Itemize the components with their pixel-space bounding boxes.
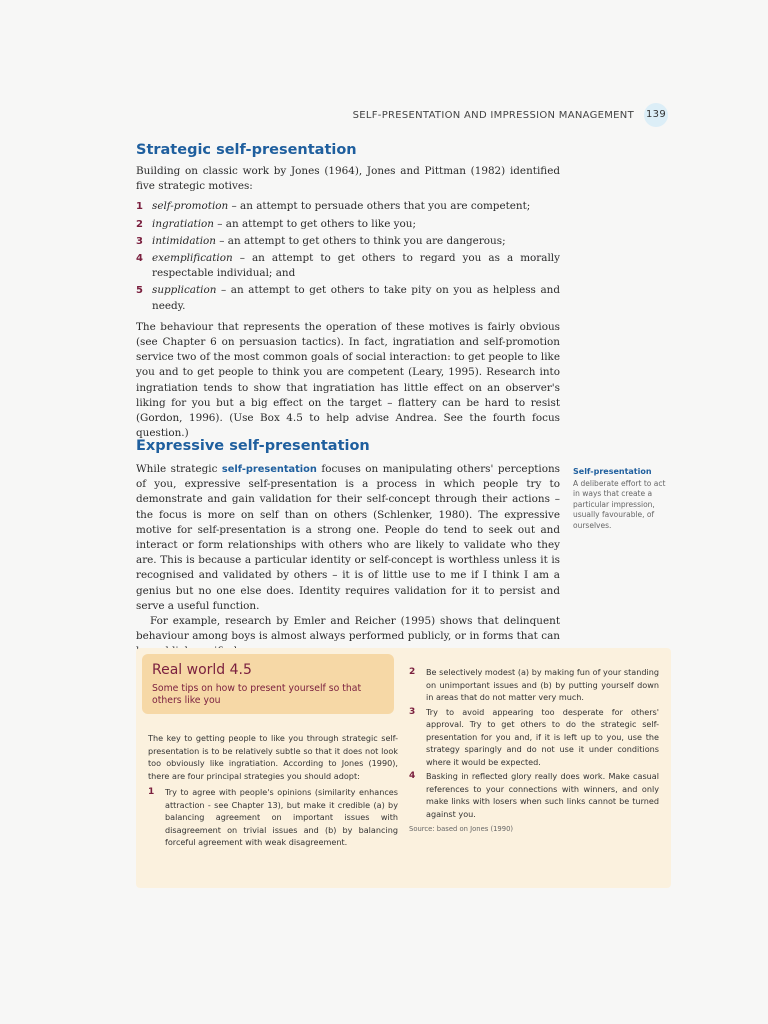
box-list-item bbox=[409, 706, 659, 769]
section-heading-expressive: Expressive self-presentation bbox=[136, 438, 370, 454]
motive-term: self-promotion bbox=[152, 200, 229, 213]
motive-item bbox=[136, 234, 560, 249]
glossary-definition: A deliberate effort to act in ways that create a particular impression, usually favourable, of ourselves. bbox=[573, 478, 666, 530]
box-list-item bbox=[148, 786, 398, 849]
box-list-item bbox=[409, 770, 659, 820]
motive-item bbox=[136, 283, 560, 313]
box-right-column bbox=[409, 666, 659, 836]
motive-number: 3 bbox=[136, 235, 143, 247]
motive-number: 5 bbox=[136, 285, 143, 297]
strategic-intro: Building on classic work by Jones (1964), Jones and Pittman (1982) identified five strategic motives: bbox=[136, 165, 560, 193]
motive-text: – an attempt to get others to think you are dangerous; bbox=[215, 234, 506, 247]
real-world-box bbox=[136, 648, 671, 888]
box-source: Source: based on Jones (1990) bbox=[409, 825, 514, 833]
box-list-item bbox=[409, 666, 659, 704]
strategic-body bbox=[136, 164, 560, 441]
motive-text: – an attempt to persuade others that you are competent; bbox=[228, 200, 531, 213]
box-item-number: 2 bbox=[409, 667, 416, 677]
motive-text: – an attempt to get others to regard you as a morally respectable individual; and bbox=[152, 252, 560, 280]
page-number: 139 bbox=[644, 103, 668, 127]
box-item-number: 4 bbox=[409, 771, 416, 781]
text-run: focuses on manipulating others' perceptions of you, expressive self-presentation is a process in which people try to demonstrate and gain validation for their self-concept through their actions – the focus is more on self than on others (Schlenker, 1980). The expressive motive for self-presentation is a strong one. People do tend to seek out and interact or form relationships with others who are likely to validate who they are. This is because a particular identity or self-concept is worthless unless it is recognised and validated by others – it is of little use to me if I think I am a genius but no one else does. Identity requires validation for it to persist and serve a useful function. bbox=[136, 463, 560, 612]
motive-item bbox=[136, 217, 560, 232]
motives-list bbox=[136, 199, 560, 313]
box-title: Real world 4.5 bbox=[152, 662, 252, 678]
motive-term: intimidation bbox=[152, 234, 216, 247]
expressive-paragraph-2: For example, research by Emler and Reicher (1995) shows that delinquent behaviour among boys is almost always performed publicly, or in forms that can bbox=[136, 615, 560, 643]
text-run: While strategic bbox=[136, 463, 222, 475]
motive-number: 1 bbox=[136, 201, 143, 213]
glossary-term: Self-presentation bbox=[573, 467, 652, 476]
box-left-column bbox=[148, 732, 398, 851]
motive-term: ingratiation bbox=[152, 217, 214, 230]
motive-number: 4 bbox=[136, 253, 143, 265]
box-intro: The key to getting people to like you through strategic self-presentation is to be relatively subtle so that it does not look too obviously like ingratiation. According to Jones (1990), there are four principal strategies you should adopt: bbox=[148, 733, 398, 781]
box-item-text: Try to agree with people's opinions (similarity enhances attraction - see Chapter 13), but make it credible (a) by balancing agreement on important issues with disagreement on trivial issues and (b) by balancing forceful agreement with weak disagreement. bbox=[165, 787, 398, 847]
running-header bbox=[353, 103, 668, 127]
motive-term: supplication bbox=[152, 284, 217, 297]
motive-item bbox=[136, 251, 560, 281]
section-heading-strategic: Strategic self-presentation bbox=[136, 142, 357, 158]
expressive-paragraph-1 bbox=[136, 462, 560, 614]
motive-text: – an attempt to get others to like you; bbox=[213, 217, 416, 230]
box-subtitle: Some tips on how to present yourself so that others like you bbox=[152, 683, 362, 706]
keyword-self-presentation: self-presentation bbox=[221, 464, 317, 475]
box-item-text: Basking in reflected glory really does work. Make casual references to your connections with winners, and only make links with losers when such links cannot be turned against you. bbox=[426, 771, 659, 819]
box-item-text: Be selectively modest (a) by making fun of your standing on unimportant issues and (b) by putting yourself down in areas that do not matter very much. bbox=[426, 667, 659, 702]
motive-term: exemplification bbox=[152, 252, 233, 265]
box-item-text: Try to avoid appearing too desperate for others' approval. Try to get others to do the strategic self-presentation for you and, if it is left up to you, use the strategy sparingly and do not use it under conditions where it would be expected. bbox=[426, 706, 659, 767]
box-item-number: 1 bbox=[148, 787, 155, 797]
margin-glossary-note bbox=[573, 467, 673, 531]
expressive-body bbox=[136, 462, 560, 660]
box-title-panel bbox=[142, 654, 394, 714]
box-item-number: 3 bbox=[409, 706, 416, 717]
running-title: SELF-PRESENTATION AND IMPRESSION MANAGEMENT bbox=[352, 109, 634, 121]
motive-number: 2 bbox=[136, 218, 143, 230]
strategic-paragraph: The behaviour that represents the operation of these motives is fairly obvious (see Chapter 6 on persuasion tactics). In fact, ingratiation and self-promotion service two of the most common goals of social interaction: to get people to like you and to get people to think you are competent (Leary, 1995). Research into ingratiation tends to show that ingratiation has little effect on an observer's liking for you but a big effect on the target – flattery can be hard to resist (Gordon, 1996). (Use Box 4.5 to help advise Andrea. See the fourth focus question.) bbox=[136, 320, 560, 440]
motive-item bbox=[136, 199, 560, 214]
motive-text: – an attempt to get others to take pity on you as helpless and needy. bbox=[152, 284, 560, 312]
